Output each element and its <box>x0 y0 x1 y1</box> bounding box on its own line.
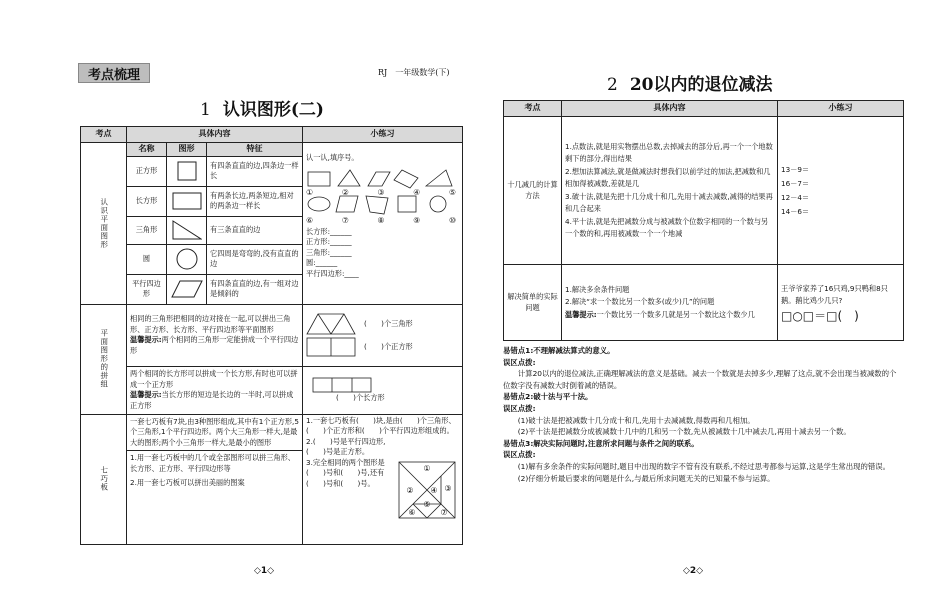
shape-name-square: 正方形 <box>127 156 167 186</box>
exercise-word-problem <box>778 265 904 341</box>
error-1-label: 误区点拨: <box>503 357 536 367</box>
tangram-label-7: ⑦ <box>440 507 448 517</box>
tangram-label-2: ② <box>406 485 414 495</box>
shape-feature-rectangle: 有两条长边,两条短边,相对的两条边一样长 <box>207 186 303 216</box>
error-2-text-2: (2)平十法是把减数分成被减数十几中的几和另一个数,先从被减数十几中减去几,再用十减去另一个数。 <box>517 427 851 437</box>
shape-triangle-icon <box>167 216 207 244</box>
tangram-description: 一套七巧板有7块,由3种图形组成,其中有1个正方形,5个三角形,1个平行四边形。两个大三角形一样大,是最大的图形;两个小三角形一样大,是最小的图形 <box>127 415 302 452</box>
error-3-text-2: (2)仔细分析最后要求的问题是什么,与最后所求问题无关的已知量不参与运算。 <box>517 473 775 483</box>
subtraction-table <box>503 100 904 341</box>
word-problem-content: 1.解决多余条件问题 2.解决“求一个数比另一个数多(或少)几”的问题 温馨提示:一个数比另一个数多几就是另一个数比这个数少几 <box>562 265 778 341</box>
tangram-content <box>127 414 303 544</box>
book-label: RJ 一年级数学(下) <box>378 68 450 77</box>
combo-rectangles: 两个相同的长方形可以拼成一个长方形,有时也可以拼成一个正方形 温馨提示:当长方形的短边是长边的一半时,可以拼成正方形 <box>127 366 303 414</box>
shape-rectangle-icon <box>167 186 207 216</box>
exercise-combo-triangles <box>303 304 463 366</box>
blank-square-count[interactable]: ( )个正方形 <box>364 341 413 351</box>
title-text: 认识图形(二) <box>222 100 324 120</box>
shape-parallelogram-icon <box>167 274 207 304</box>
blank-triangle-count[interactable]: ( )个三角形 <box>364 318 413 328</box>
method-counting: 1.点数法,就是用实物摆出总数,去掉减去的部分后,再一个一个地数剩下的部分,得出结果 <box>565 141 773 163</box>
shape-number-row-2: ⑥ ⑦ ⑧ ⑨ ⑩ <box>306 216 456 225</box>
answer-square[interactable]: 正方形:______ <box>306 237 352 246</box>
exercise-combo-rectangles <box>303 366 463 414</box>
knowledge-table <box>80 126 463 545</box>
error-3-text-1: (1)解有多余条件的实际问题时,题目中出现的数字不管有没有联系,不经过思考都参与运算,这是学生常出现的错误。 <box>517 461 891 471</box>
problem-4[interactable]: 14－6＝ <box>781 206 810 216</box>
tangram-use-1: 1.用一套七巧板中的几个或全部图形可以拼三角形、长方形、正方形、平行四边形等 <box>130 453 295 473</box>
answer-triangle[interactable]: 三角形:______ <box>306 247 352 257</box>
problem-2[interactable]: 16－7＝ <box>781 178 810 188</box>
sub-header-feature: 特征 <box>207 143 303 157</box>
tangram-use-2: 2.用一套七巧板可以拼出美丽的图案 <box>130 478 245 487</box>
error-1-text: 计算20以内的退位减法,正确理解减法的意义是基础。减去一个数就是去掉多少,理解了这点,就不会出现当被减数的个位数字没有减数大时倒着减的错误。 <box>503 369 897 390</box>
header-exercise: 小练习 <box>303 127 463 143</box>
shape-circle-icon <box>167 244 207 274</box>
problem-1[interactable]: 13－9＝ <box>781 164 810 174</box>
word-problem-equation[interactable]: □○□＝□( ) <box>781 308 859 323</box>
exercise-tangram <box>303 414 463 544</box>
answer-parallelogram[interactable]: 平行四边形:____ <box>306 268 359 278</box>
shape-number-row-1: ① ② ③ ④ ⑤ <box>306 187 456 197</box>
exercise-subtraction <box>778 117 904 265</box>
method-level-ten: 4.平十法,就是先把减数分成与被减数个位数字相同的一个数与另一个数的和,再用被减数一个一个地减 <box>565 216 769 238</box>
error-2-text-1: (1)破十法是把被减数十几分成十和几,先用十去减减数,得数再和几相加。 <box>517 415 755 425</box>
topic-word-problems: 解决简单的实际问题 <box>504 265 562 341</box>
topic-shape-combination: 平面图形的拼组 <box>81 304 127 414</box>
error-1-heading: 易错点1:不理解减法算式的意义。 <box>503 346 615 355</box>
page-number-2: ◇2◇ <box>683 566 704 576</box>
common-errors <box>503 345 903 484</box>
page-number-1: ◇1◇ <box>254 566 275 576</box>
problem-3[interactable]: 12－4＝ <box>781 192 810 202</box>
header-exercise-2: 小练习 <box>778 101 904 117</box>
shape-feature-parallelogram: 有四条直直的边,有一组对边是倾斜的 <box>207 274 303 304</box>
shape-name-triangle: 三角形 <box>127 216 167 244</box>
topic-plane-shapes: 认识平面图形 <box>81 143 127 305</box>
tangram-diagram <box>398 461 456 519</box>
tangram-question-2[interactable]: 2.( )号是平行四边形,( )号是正方形。 <box>306 436 386 456</box>
section-badge: 考点梳理 <box>78 63 150 83</box>
error-2-label: 误区点拨: <box>503 403 536 413</box>
sub-header-name: 名称 <box>127 143 167 157</box>
tangram-label-6: ⑥ <box>408 507 416 517</box>
page-title-2 <box>607 70 773 95</box>
page-title <box>200 95 324 120</box>
sub-header-shape: 图形 <box>167 143 207 157</box>
tangram-label-4: ④ <box>430 485 438 495</box>
tangram-label-1: ① <box>423 463 431 473</box>
method-break-ten: 3.破十法,就是先把十几分成十和几,先用十减去减数,减得的结果再和几合起来 <box>565 191 773 213</box>
exercise-prompt: 认一认,填序号。 <box>306 153 359 162</box>
shape-feature-triangle: 有三条直直的边 <box>207 216 303 244</box>
tangram-question-1[interactable]: 1.一套七巧板有( )块,是由( )个三角形、( )个正方形和( )个平行四边形组成的。 <box>306 415 456 435</box>
shape-name-parallelogram: 平行四边形 <box>127 274 167 304</box>
exercise-identify-shapes <box>303 143 463 305</box>
header-content: 具体内容 <box>127 127 303 143</box>
methods-list <box>562 117 778 265</box>
tangram-label-5: ⑤ <box>423 499 431 509</box>
shape-name-circle: 圆 <box>127 244 167 274</box>
method-addition: 2.想加法算减法,就是做减法时想我们以前学过的加法,把减数和几相加得被减数,差就是几 <box>565 166 771 188</box>
topic-tangram: 七巧板 <box>81 414 127 544</box>
header-content-2: 具体内容 <box>562 101 778 117</box>
header-topic-2: 考点 <box>504 101 562 117</box>
title-text-2: 20以内的退位减法 <box>629 75 773 95</box>
word-problem-text: 王爷爷家养了16只鸡,9只鸭和8只鹅。鹅比鸡少几只? <box>781 283 888 306</box>
blank-rectangle-count[interactable]: ( )个长方形 <box>336 392 385 402</box>
answer-rectangle[interactable]: 长方形:______ <box>306 226 352 236</box>
right-page <box>475 0 950 613</box>
error-3-label: 误区点拨: <box>503 450 536 460</box>
shape-feature-circle: 它四周是弯弯的,没有直直的边 <box>207 244 303 274</box>
answer-circle[interactable]: 圆:______ <box>306 258 338 267</box>
shape-name-rectangle: 长方形 <box>127 186 167 216</box>
combo-triangles: 相同的三角形把相同的边对接在一起,可以拼出三角形、正方形、长方形、平行四边形等平面图形 温馨提示:两个相同的三角形一定能拼成一个平行四边形 <box>127 304 303 366</box>
error-2-heading: 易错点2:破十法与平十法。 <box>503 392 593 402</box>
tangram-label-3: ③ <box>444 483 452 493</box>
topic-teen-minus: 十几减几的计算方法 <box>504 117 562 265</box>
error-3-heading: 易错点3:解决实际问题时,注意所求问题与条件之间的联系。 <box>503 438 699 448</box>
title-number-2: 2 <box>607 75 618 95</box>
tangram-question-3[interactable]: 3.完全相同的两个图形是( )号和( )号,还有( )号和( )号。 <box>306 457 385 488</box>
shape-square-icon <box>167 156 207 186</box>
header-topic: 考点 <box>81 127 127 143</box>
shape-feature-square: 有四条直直的边,四条边一样长 <box>207 156 303 186</box>
title-number: 1 <box>200 100 211 120</box>
